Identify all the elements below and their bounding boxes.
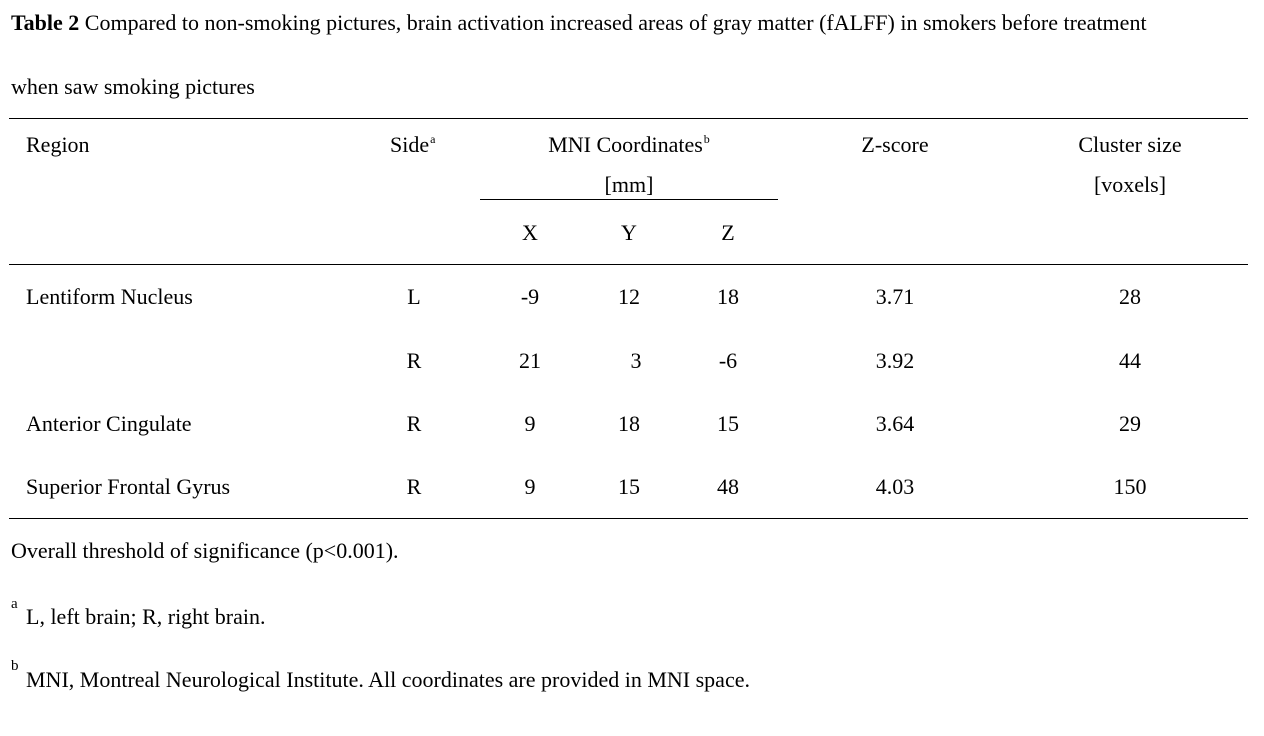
caption-text-line1: Compared to non-smoking pictures, brain activation increased areas of gray matter (fALFF) in smokers before treatment (84, 10, 1147, 35)
row-2-z: -6 (718, 348, 738, 373)
table-bottom-rule (9, 518, 1248, 519)
header-side (390, 132, 435, 158)
row-1-cluster: 28 (1119, 284, 1141, 309)
row-2-x: 21 (519, 348, 541, 373)
header-region: Region (26, 132, 90, 157)
row-4-x: 9 (524, 474, 536, 499)
header-side-label: Side (390, 132, 430, 157)
header-mni (548, 132, 710, 158)
row-3-x: 9 (524, 411, 536, 436)
footnote-b-text: MNI, Montreal Neurological Institute. All coordinates are provided in MNI space. (26, 667, 750, 692)
table-top-rule (9, 118, 1248, 119)
caption-text-line2: when saw smoking pictures (11, 74, 255, 99)
row-2-zscore: 3.92 (875, 348, 915, 373)
table-caption (11, 10, 1147, 36)
footnote-b-mark: b (11, 658, 19, 674)
row-4-z: 48 (717, 474, 739, 499)
header-mni-footnote-mark: b (703, 132, 710, 146)
row-4-y: 15 (618, 474, 640, 499)
header-zscore: Z-score (861, 132, 929, 157)
row-1-region: Lentiform Nucleus (26, 284, 193, 309)
header-y: Y (621, 220, 637, 245)
row-3-zscore: 3.64 (875, 411, 915, 436)
header-side-footnote-mark: a (430, 132, 436, 146)
row-2-y: 3 (630, 348, 642, 373)
header-mni-unit: [mm] (604, 172, 654, 197)
table-header-rule (9, 264, 1248, 265)
row-1-side: L (407, 284, 421, 309)
header-cluster: Cluster size (1078, 132, 1182, 157)
header-mni-label: MNI Coordinates (548, 132, 703, 157)
row-3-y: 18 (618, 411, 640, 436)
footnote-a-mark: a (11, 596, 18, 612)
row-3-side: R (406, 411, 422, 436)
row-3-cluster: 29 (1119, 411, 1141, 436)
row-2-side: R (406, 348, 422, 373)
row-2-cluster: 44 (1119, 348, 1141, 373)
mni-subheader-rule (480, 199, 778, 200)
row-4-region: Superior Frontal Gyrus (26, 474, 231, 499)
row-1-z: 18 (717, 284, 739, 309)
table-label: Table 2 (11, 10, 80, 35)
row-4-zscore: 4.03 (875, 474, 915, 499)
row-1-zscore: 3.71 (875, 284, 915, 309)
header-z: Z (721, 220, 735, 245)
row-1-x: -9 (520, 284, 540, 309)
header-cluster-unit: [voxels] (1093, 172, 1167, 197)
footnote-a-text: L, left brain; R, right brain. (26, 604, 266, 629)
header-x: X (522, 220, 538, 245)
note-threshold: Overall threshold of significance (p<0.001). (11, 538, 399, 563)
row-4-cluster: 150 (1113, 474, 1147, 499)
row-3-z: 15 (717, 411, 739, 436)
row-4-side: R (406, 474, 422, 499)
row-3-region: Anterior Cingulate (26, 411, 192, 436)
row-1-y: 12 (618, 284, 640, 309)
